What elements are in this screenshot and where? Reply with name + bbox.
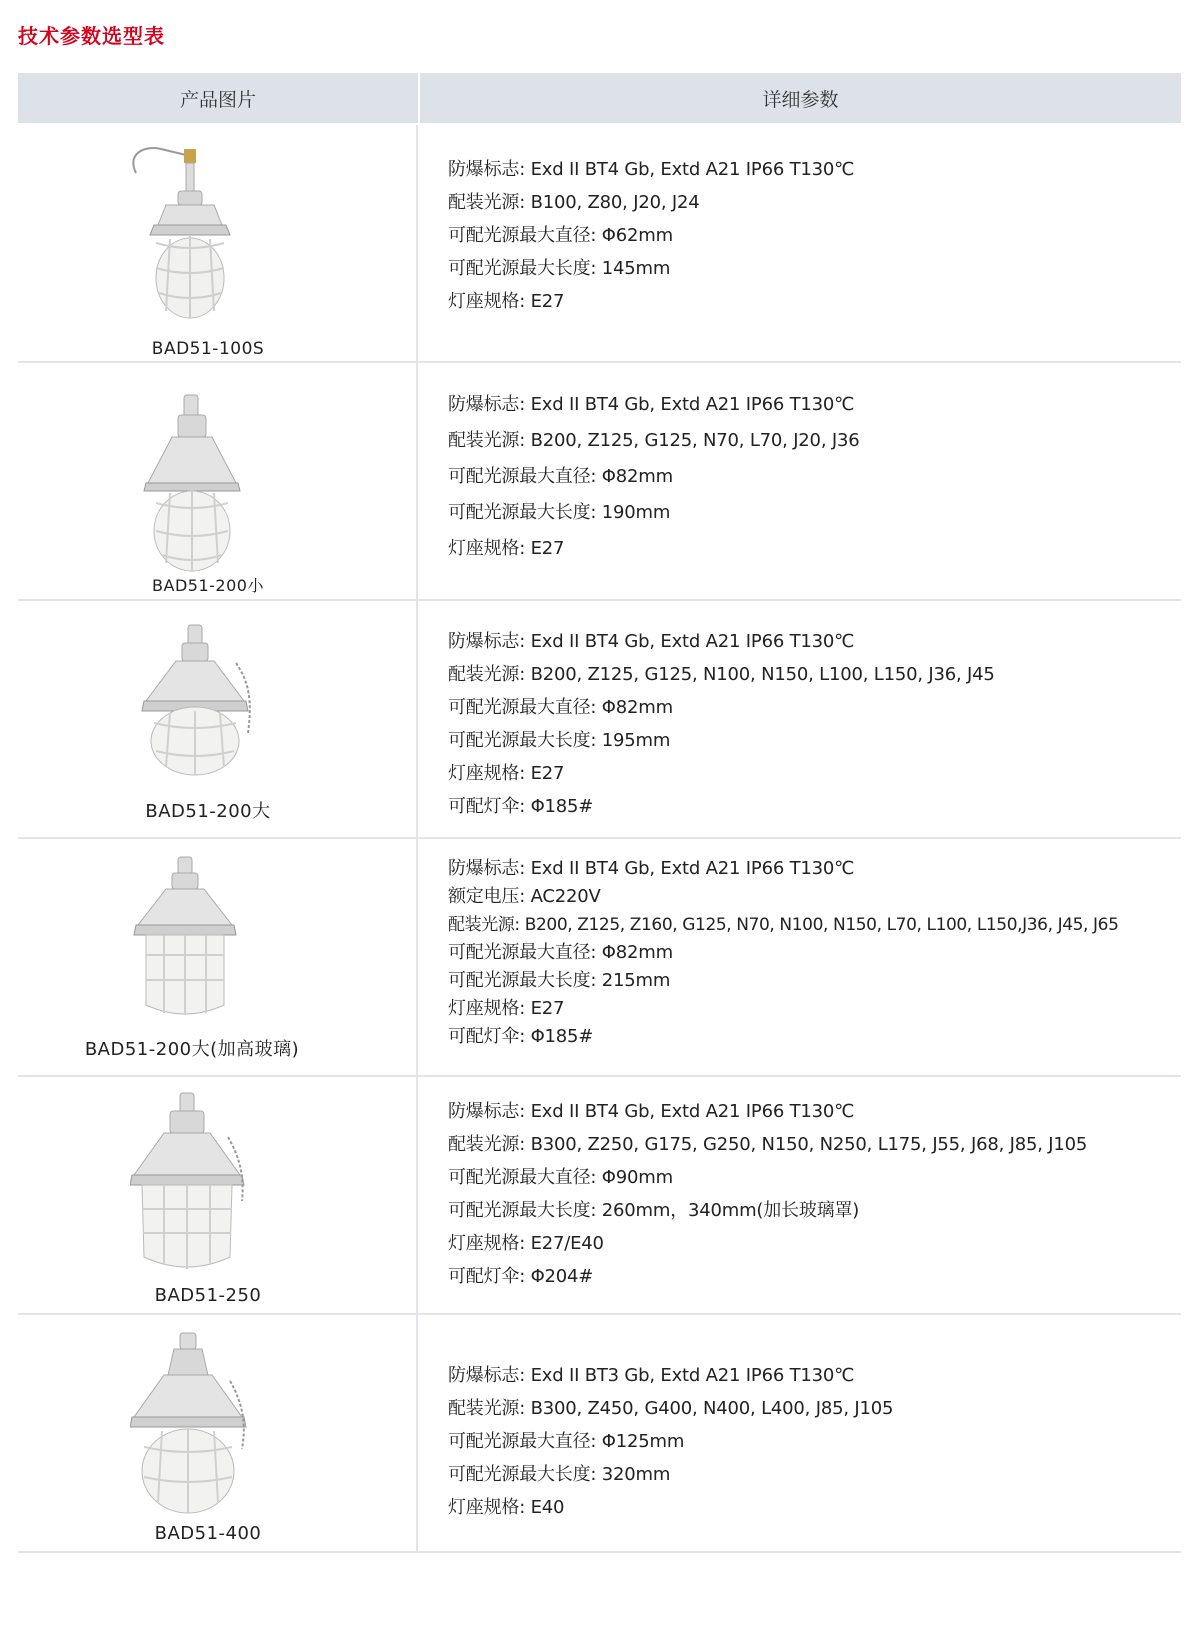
spec-line: 配装光源: B200, Z125, Z160, G125, N70, N100, N150, L70, L100, L150,J36, J45, J65 [448, 915, 1119, 935]
header-details: 详细参数 [762, 88, 839, 111]
spec-line: 可配光源最大长度: 320mm [448, 1464, 671, 1485]
spec-line: 可配光源最大长度: 215mm [448, 970, 671, 991]
lamp-image [130, 1331, 250, 1515]
spec-line: 配装光源: B300, Z450, G400, N400, L400, J85, J105 [448, 1398, 894, 1419]
spec-cell [418, 1315, 1181, 1551]
spec-cell [418, 363, 1181, 599]
spec-line: 可配灯伞: Φ185# [448, 796, 594, 817]
table-header [18, 73, 1181, 125]
spec-cell [418, 125, 1181, 361]
spec-line: 可配光源最大长度: 190mm [448, 502, 671, 523]
product-model: BAD51-200大 [145, 801, 271, 822]
product-image-cell [18, 1315, 418, 1551]
spec-cell [418, 601, 1181, 837]
product-model: BAD51-200小 [152, 576, 264, 595]
spec-line: 配装光源: B200, Z125, G125, N100, N150, L100, L150, J36, J45 [448, 664, 995, 685]
table-row [18, 125, 1181, 363]
spec-line: 灯座规格: E27/E40 [448, 1233, 604, 1254]
product-model: BAD51-200大(加高玻璃) [84, 1039, 300, 1060]
spec-line: 灯座规格: E27 [448, 763, 565, 784]
spec-line: 额定电压: AC220V [448, 886, 601, 907]
spec-line: 可配光源最大直径: Φ62mm [448, 225, 673, 246]
spec-line: 防爆标志: Exd II BT3 Gb, Extd A21 IP66 T130℃ [448, 1365, 855, 1386]
spec-line: 可配光源最大长度: 260mm，340mm(加长玻璃罩) [448, 1200, 860, 1221]
spec-line: 可配光源最大直径: Φ82mm [448, 942, 673, 963]
spec-line: 防爆标志: Exd II BT4 Gb, Extd A21 IP66 T130℃ [448, 394, 855, 415]
spec-line: 防爆标志: Exd II BT4 Gb, Extd A21 IP66 T130℃ [448, 858, 855, 879]
spec-line: 可配灯伞: Φ185# [448, 1026, 594, 1047]
product-model: BAD51-400 [154, 1523, 262, 1544]
spec-line: 配装光源: B200, Z125, G125, N70, L70, J20, J36 [448, 430, 860, 451]
spec-line: 灯座规格: E27 [448, 291, 565, 312]
spec-line: 可配光源最大直径: Φ82mm [448, 697, 673, 718]
spec-line: 配装光源: B300, Z250, G175, G250, N150, N250, L175, J55, J68, J85, J105 [448, 1134, 1088, 1155]
product-model: BAD51-250 [154, 1285, 262, 1306]
spec-line: 可配光源最大直径: Φ90mm [448, 1167, 673, 1188]
spec-line: 防爆标志: Exd II BT4 Gb, Extd A21 IP66 T130℃ [448, 1101, 855, 1122]
lamp-image [140, 623, 260, 783]
product-image-cell [18, 839, 418, 1075]
table-row [18, 363, 1181, 601]
product-image-cell [18, 601, 418, 837]
header-product-image: 产品图片 [18, 73, 420, 123]
spec-line: 可配光源最大长度: 195mm [448, 730, 671, 751]
product-model: BAD51-100S [151, 339, 265, 359]
spec-line: 灯座规格: E40 [448, 1497, 565, 1518]
lamp-image [126, 143, 236, 321]
product-image-cell [18, 125, 418, 361]
spec-table [18, 73, 1181, 1553]
spec-line: 可配灯伞: Φ204# [448, 1266, 594, 1287]
spec-line: 灯座规格: E27 [448, 538, 565, 559]
table-row [18, 601, 1181, 839]
table-row [18, 839, 1181, 1077]
spec-line: 灯座规格: E27 [448, 998, 565, 1019]
page-title: 技术参数选型表 [18, 24, 165, 48]
lamp-image [142, 393, 242, 573]
table-row [18, 1077, 1181, 1315]
spec-line: 防爆标志: Exd II BT4 Gb, Extd A21 IP66 T130℃ [448, 159, 855, 180]
spec-line: 防爆标志: Exd II BT4 Gb, Extd A21 IP66 T130℃ [448, 631, 855, 652]
spec-line: 可配光源最大长度: 145mm [448, 258, 671, 279]
table-row [18, 1315, 1181, 1553]
lamp-image [132, 855, 242, 1025]
spec-cell [418, 1077, 1181, 1313]
lamp-image [130, 1091, 250, 1277]
spec-line: 配装光源: B100, Z80, J20, J24 [448, 192, 700, 213]
spec-line: 可配光源最大直径: Φ125mm [448, 1431, 685, 1452]
spec-cell [418, 839, 1181, 1075]
spec-line: 可配光源最大直径: Φ82mm [448, 466, 673, 487]
product-image-cell [18, 1077, 418, 1313]
product-image-cell [18, 363, 418, 599]
